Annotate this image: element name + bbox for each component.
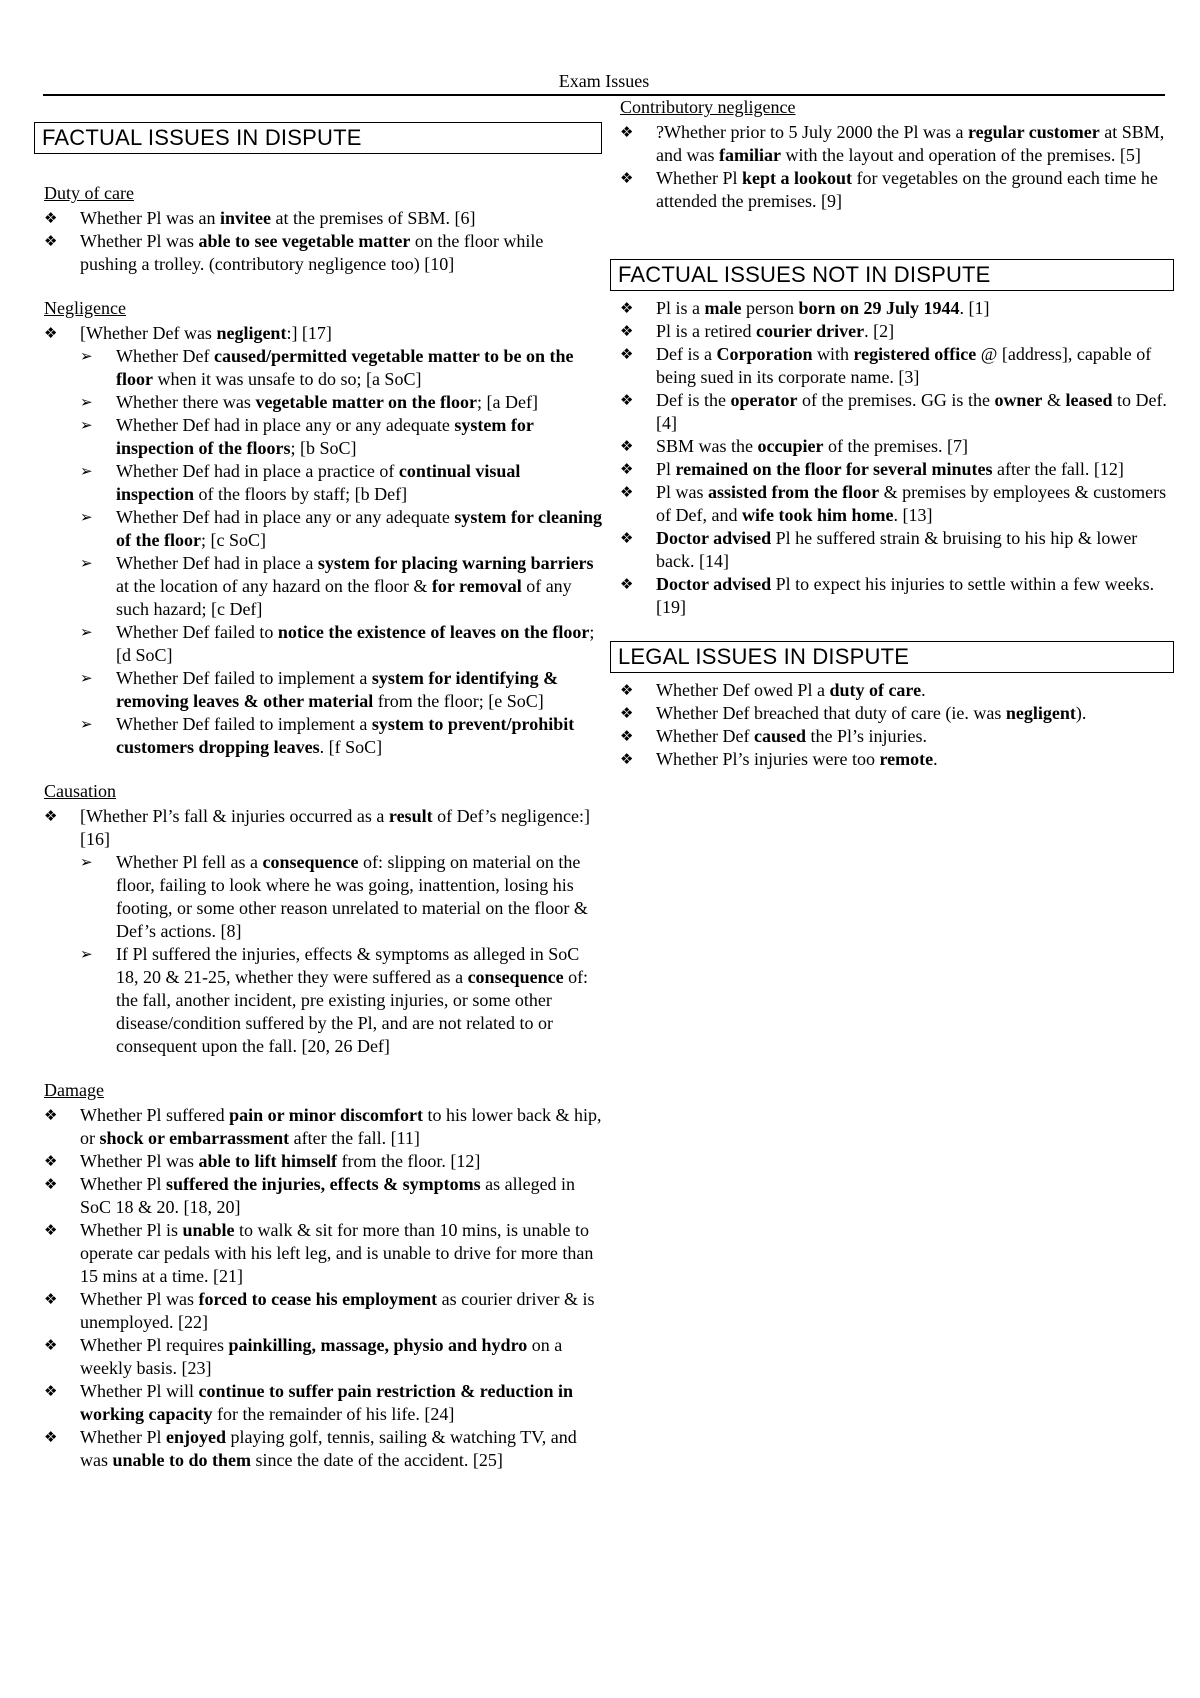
list-item: ➢ Whether Pl fell as a consequence of: slipping on material on the floor, failing to look where he was going, inattention, losing his footing, or some other reason unrelated to material on the floor & Def’s actions. [8] [80, 851, 602, 943]
list-item: ❖ Whether Pl enjoyed playing golf, tennis, sailing & watching TV, and was unable to do them since the date of the accident. [25] [44, 1426, 602, 1472]
list-item: ❖ Whether Pl kept a lookout for vegetables on the ground each time he attended the premises. [9] [620, 167, 1174, 213]
list-item: ➢ Whether Def had in place any or any adequate system for inspection of the floors; [b SoC] [80, 414, 602, 460]
list-item: ❖ Whether Pl suffered the injuries, effects & symptoms as alleged in SoC 18 & 20. [18, 20] [44, 1173, 602, 1219]
subheading-damage: Damage [44, 1080, 104, 1100]
list-item: ❖ Pl is a retired courier driver. [2] [620, 320, 1174, 343]
legal-list [610, 679, 1174, 771]
list-item: ❖ Whether Pl was forced to cease his employment as courier driver & is unemployed. [22] [44, 1288, 602, 1334]
list-item: ❖ Whether Pl suffered pain or minor discomfort to his lower back & hip, or shock or embarrassment after the fall. [11] [44, 1104, 602, 1150]
list-item: ❖ Whether Pl’s injuries were too remote. [620, 748, 1174, 771]
list-item: ➢ If Pl suffered the injuries, effects & symptoms as alleged in SoC 18, 20 & 21-25, whether they were suffered as a consequence of: the fall, another incident, pre existing injuries, or some other disease/condition suffered by the Pl, and are not related to or consequent upon the fall. [20, 26 Def] [80, 943, 602, 1058]
list-item: ❖ Whether Pl will continue to suffer pain restriction & reduction in working capacity for the remainder of his life. [24] [44, 1380, 602, 1426]
subheading-causation: Causation [44, 781, 116, 801]
duty-list [34, 207, 602, 276]
list-item: ❖ Whether Def caused the Pl’s injuries. [620, 725, 1174, 748]
left-column [34, 96, 602, 1472]
list-item: ❖ Whether Def owed Pl a duty of care. [620, 679, 1174, 702]
list-item: ➢ Whether Def failed to notice the existence of leaves on the floor; [d SoC] [80, 621, 602, 667]
negligence-list [34, 322, 602, 759]
list-item: ➢ Whether Def failed to implement a system to prevent/prohibit customers dropping leaves. [f SoC] [80, 713, 602, 759]
list-item: ❖ Whether Pl was able to lift himself from the floor. [12] [44, 1150, 602, 1173]
causation-sublist [80, 851, 602, 1058]
subheading-negligence: Negligence [44, 298, 126, 318]
list-item: ❖ Pl remained on the floor for several minutes after the fall. [12] [620, 458, 1174, 481]
list-item: ❖ Pl was assisted from the floor & premises by employees & customers of Def, and wife took him home. [13] [620, 481, 1174, 527]
negligence-sublist [80, 345, 602, 759]
damage-list [34, 1104, 602, 1472]
section-legal-in-dispute: LEGAL ISSUES IN DISPUTE [610, 641, 1174, 673]
right-column [610, 96, 1174, 771]
list-item: ❖ [Whether Pl’s fall & injuries occurred as a result of Def’s negligence:] [16] ➢ Whether Pl fell as a consequence of: slipping on material on the floor, failing to look where he was going, inattention, losing his footing, or some other reason unrelated to material on the floor & Def’s actions. [8] ➢ If Pl suffered the injuries, effects & symptoms as alleged in SoC 18, 20 & 21-25, whether they were suffered as a consequence of: the fall, another incident, pre existing injuries, or some other disease/condition suffered by the Pl, and are not related to or consequent upon the fall. [20, 26 Def] [44, 805, 602, 1058]
list-item: ❖ ?Whether prior to 5 July 2000 the Pl was a regular customer at SBM, and was familiar with the layout and operation of the premises. [5] [620, 121, 1174, 167]
list-item: ➢ Whether Def caused/permitted vegetable matter to be on the floor when it was unsafe to do so; [a SoC] [80, 345, 602, 391]
list-item: ➢ Whether Def had in place a practice of continual visual inspection of the floors by staff; [b Def] [80, 460, 602, 506]
list-item: ❖ Whether Def breached that duty of care (ie. was negligent). [620, 702, 1174, 725]
section-factual-in-dispute: FACTUAL ISSUES IN DISPUTE [34, 122, 602, 154]
subheading-contributory-negligence: Contributory negligence [620, 97, 796, 117]
list-item: ❖ [Whether Def was negligent:] [17] ➢ Whether Def caused/permitted vegetable matter to be on the floor when it was unsafe to do so; [a SoC] ➢ Whether there was vegetable matter on the floor; [a Def] ➢ Whether Def had in place any or any adequate system for inspection of the floors; [b SoC] ➢ Whether Def had in place a practice of continual visual inspection of the floors by staff; [b Def] ➢ Whether Def had in place any or any adequate system for cleaning of the floor; [c SoC] ➢ Whether Def had in place a system for placing warning barriers at the location of any hazard on the floor & for removal of any such hazard; [c Def] ➢ Whether Def failed to notice the existence of leaves on the floor; [d SoC] ➢ Whether Def failed to implement a system for identifying & removing leaves & other material from the floor; [e SoC] ➢ Whether Def failed to implement a system to prevent/prohibit customers dropping leaves. [f SoC] [44, 322, 602, 759]
list-item: ❖ Def is the operator of the premises. GG is the owner & leased to Def. [4] [620, 389, 1174, 435]
list-item: ❖ Def is a Corporation with registered office @ [address], capable of being sued in its corporate name. [3] [620, 343, 1174, 389]
contributory-list [610, 121, 1174, 213]
list-item: ❖ SBM was the occupier of the premises. [7] [620, 435, 1174, 458]
list-item: ❖ Pl is a male person born on 29 July 1944. [1] [620, 297, 1174, 320]
list-item: ❖ Doctor advised Pl to expect his injuries to settle within a few weeks. [19] [620, 573, 1174, 619]
causation-list [34, 805, 602, 1058]
list-item: ❖ Whether Pl requires painkilling, massage, physio and hydro on a weekly basis. [23] [44, 1334, 602, 1380]
list-item: ➢ Whether there was vegetable matter on the floor; [a Def] [80, 391, 602, 414]
not-dispute-list [610, 297, 1174, 619]
page-header: Exam Issues [43, 70, 1165, 96]
section-factual-not-in-dispute: FACTUAL ISSUES NOT IN DISPUTE [610, 259, 1174, 291]
list-item: ❖ Whether Pl is unable to walk & sit for more than 10 mins, is unable to operate car pedals with his left leg, and is unable to drive for more than 15 mins at a time. [21] [44, 1219, 602, 1288]
subheading-duty-of-care: Duty of care [44, 183, 134, 203]
list-item: ❖ Doctor advised Pl he suffered strain & bruising to his hip & lower back. [14] [620, 527, 1174, 573]
list-item: ➢ Whether Def failed to implement a system for identifying & removing leaves & other material from the floor; [e SoC] [80, 667, 602, 713]
list-item: ❖ Whether Pl was able to see vegetable matter on the floor while pushing a trolley. (contributory negligence too) [10] [44, 230, 602, 276]
list-item: ➢ Whether Def had in place any or any adequate system for cleaning of the floor; [c SoC] [80, 506, 602, 552]
list-item: ❖ Whether Pl was an invitee at the premises of SBM. [6] [44, 207, 602, 230]
list-item: ➢ Whether Def had in place a system for placing warning barriers at the location of any hazard on the floor & for removal of any such hazard; [c Def] [80, 552, 602, 621]
